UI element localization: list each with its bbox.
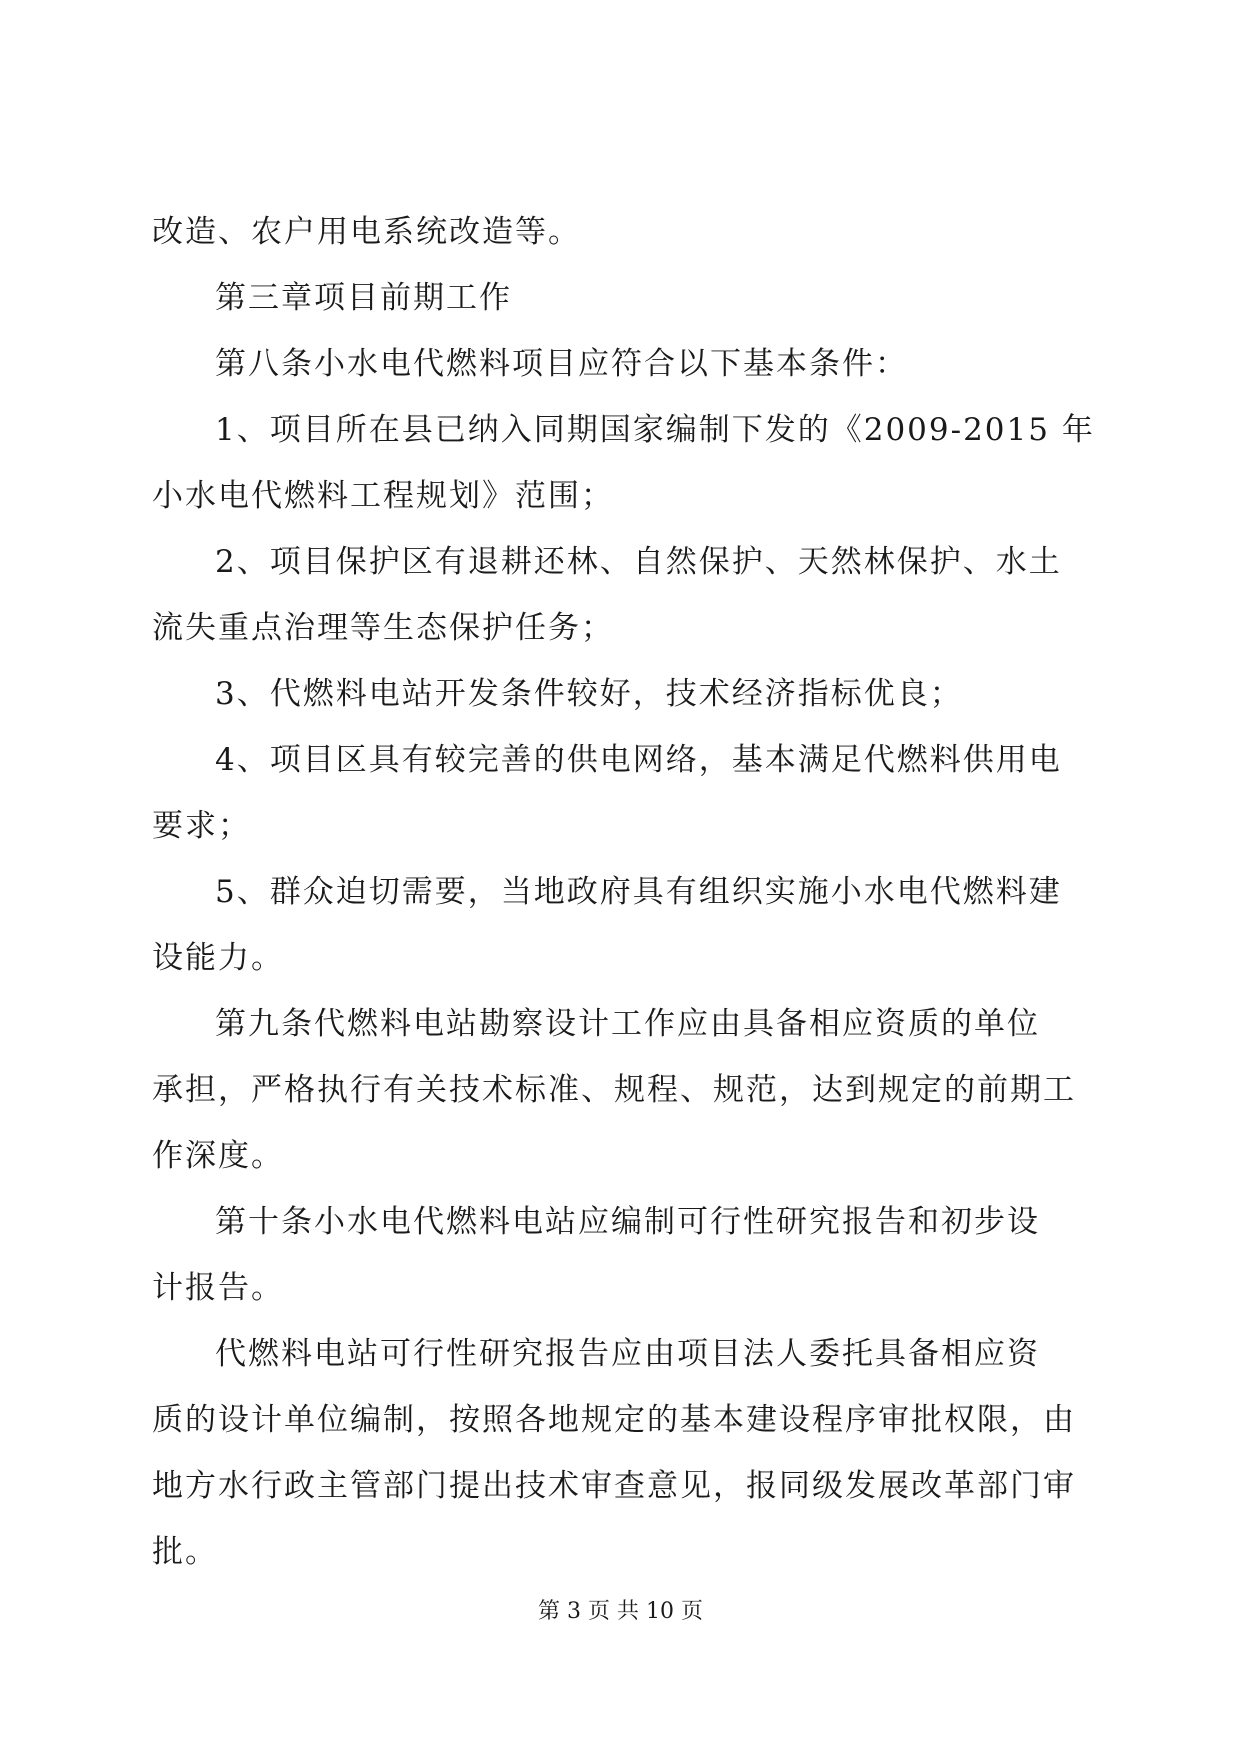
text-line: 计报告。: [152, 1270, 284, 1306]
text-line: 批。: [152, 1534, 218, 1570]
text-line: 设能力。: [152, 940, 284, 976]
text-line: 流失重点治理等生态保护任务；: [152, 610, 614, 646]
text-line: 改造、农户用电系统改造等。: [152, 214, 581, 250]
text-line: 3、代燃料电站开发条件较好，技术经济指标优良；: [215, 676, 963, 712]
text-line: 要求；: [152, 808, 251, 844]
text-line: 2、项目保护区有退耕还林、自然保护、天然林保护、水土: [215, 544, 1062, 580]
page-number-footer: 第 3 页 共 10 页: [538, 1599, 703, 1624]
text-line: 小水电代燃料工程规划》范围；: [152, 478, 614, 514]
text-line: 1、项目所在县已纳入同期国家编制下发的《2009-2015 年: [215, 412, 1095, 448]
text-line: 代燃料电站可行性研究报告应由项目法人委托具备相应资: [215, 1336, 1040, 1372]
chapter-heading: 第三章项目前期工作: [215, 280, 512, 316]
text-line: 地方水行政主管部门提出技术审查意见，报同级发展改革部门审: [152, 1468, 1076, 1504]
text-line: 第九条代燃料电站勘察设计工作应由具备相应资质的单位: [215, 1006, 1040, 1042]
text-line: 承担，严格执行有关技术标准、规程、规范，达到规定的前期工: [152, 1072, 1076, 1108]
text-line: 5、群众迫切需要，当地政府具有组织实施小水电代燃料建: [215, 874, 1062, 910]
text-line: 质的设计单位编制，按照各地规定的基本建设程序审批权限，由: [152, 1402, 1076, 1438]
text-line: 第十条小水电代燃料电站应编制可行性研究报告和初步设: [215, 1204, 1040, 1240]
text-line: 4、项目区具有较完善的供电网络，基本满足代燃料供用电: [215, 742, 1062, 778]
text-line: 第八条小水电代燃料项目应符合以下基本条件：: [215, 346, 908, 382]
text-line: 作深度。: [152, 1138, 284, 1174]
